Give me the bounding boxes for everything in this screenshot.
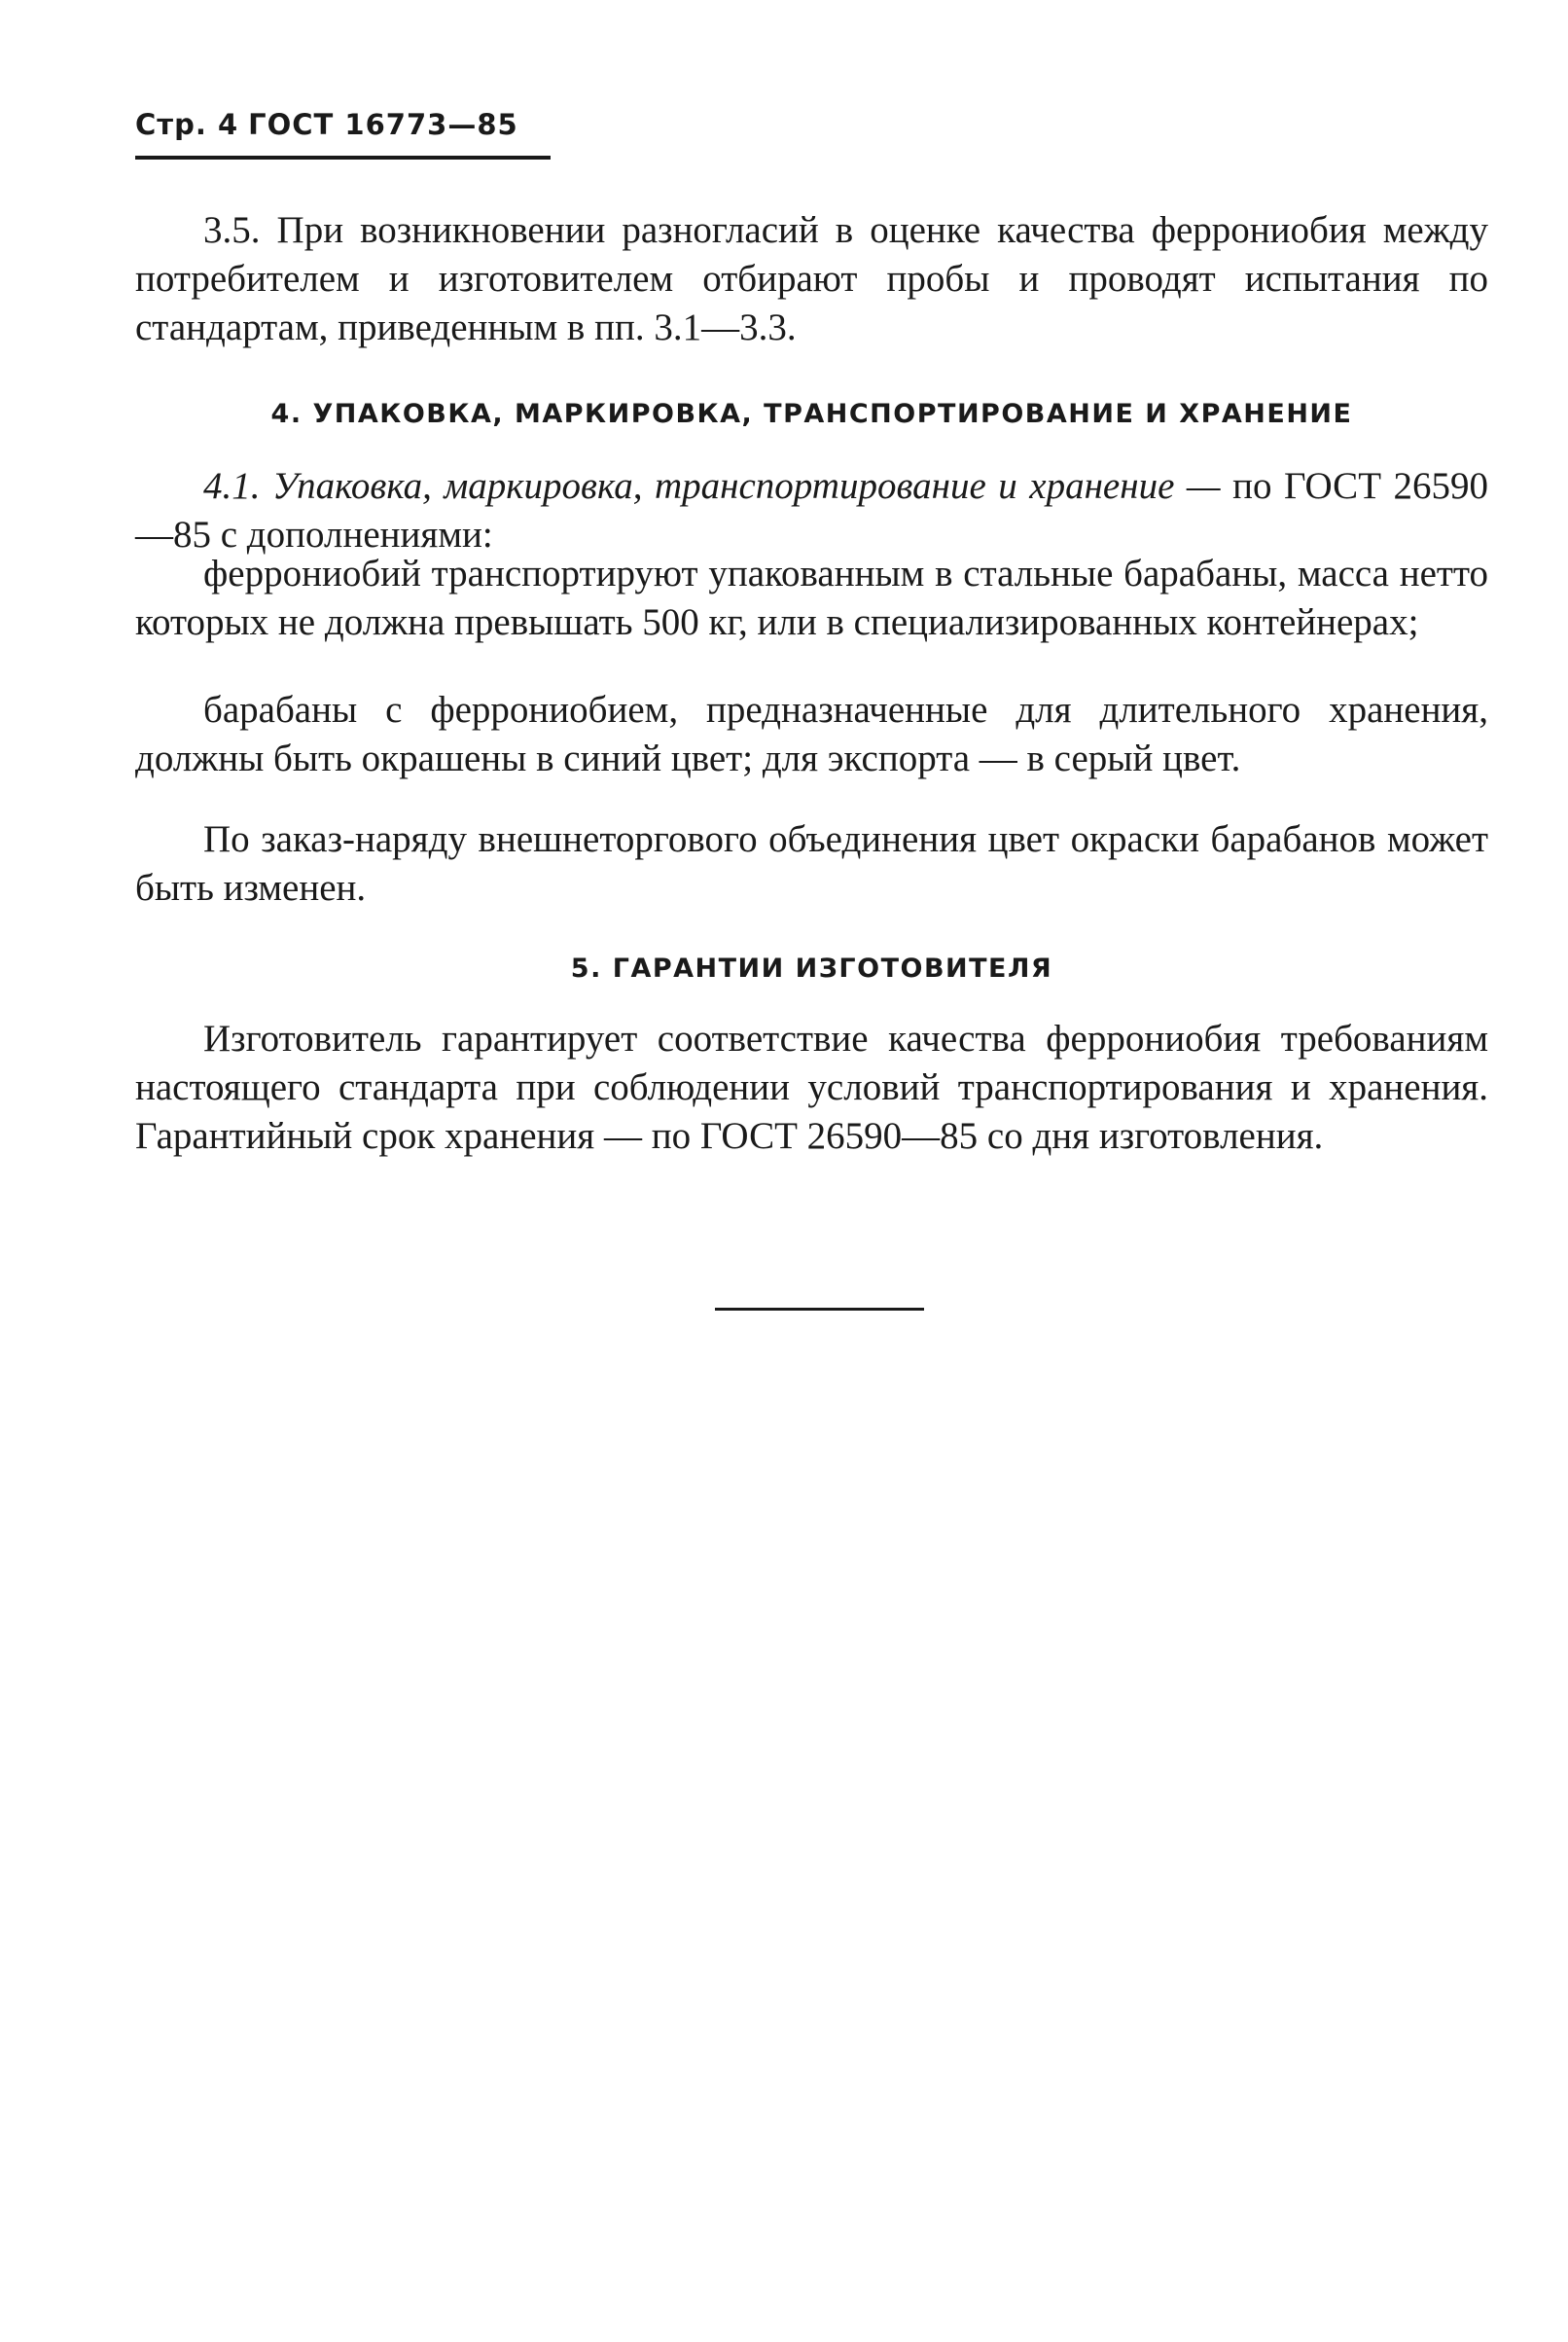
section-5-text: Изготовитель гарантирует соответствие качества феррониобия требованиям настоящего стандарта при соблюдении условий транспортирования и хранения. Гарантийный срок хранения — по ГОСТ 26590—85 со дня изготовления.: [135, 1018, 1488, 1157]
clause-4-1-reference: по ГОСТ 26590—85 с дополнениями:: [135, 465, 1489, 556]
clause-4-1-item-color: барабаны с феррониобием, предназначенные для длительного хранения, должны быть окрашены в синий цвет; для экспорта — в серый цвет.: [135, 689, 1488, 779]
clause-4-1-number: 4.1.: [203, 465, 261, 507]
section-5-heading: 5. ГАРАНТИИ ИЗГОТОВИТЕЛЯ: [570, 954, 1053, 984]
header-rule: [135, 156, 551, 160]
section-4-heading: 4. УПАКОВКА, МАРКИРОВКА, ТРАНСПОРТИРОВАНИЕ И ХРАНЕНИЕ: [270, 399, 1353, 429]
standard-designation: ГОСТ 16773—85: [248, 108, 518, 141]
end-rule: [715, 1308, 924, 1311]
page-header: [135, 108, 518, 141]
clause-4-1: [135, 462, 1488, 559]
clause-3-5-text: При возникновении разногласий в оценке качества феррониобия между потребителем и изготовителем отбирают пробы и проводят испытания по стандартам, приведенным в пп. 3.1—3.3.: [135, 209, 1488, 348]
clause-4-1-item-drums: феррониобий транспортируют упакованным в стальные барабаны, масса нетто которых не должна превышать 500 кг, или в специализированных контейнерах;: [135, 553, 1488, 643]
clause-4-1-title: Упаковка, маркировка, транспортирование и хранение —: [272, 465, 1221, 507]
clause-3-5: [135, 206, 1488, 352]
page-number: Стр. 4: [135, 108, 239, 141]
clause-4-1-item-order: По заказ-наряду внешнеторгового объединения цвет окраски барабанов может быть изменен.: [135, 818, 1488, 909]
clause-3-5-number: 3.5.: [203, 209, 261, 251]
